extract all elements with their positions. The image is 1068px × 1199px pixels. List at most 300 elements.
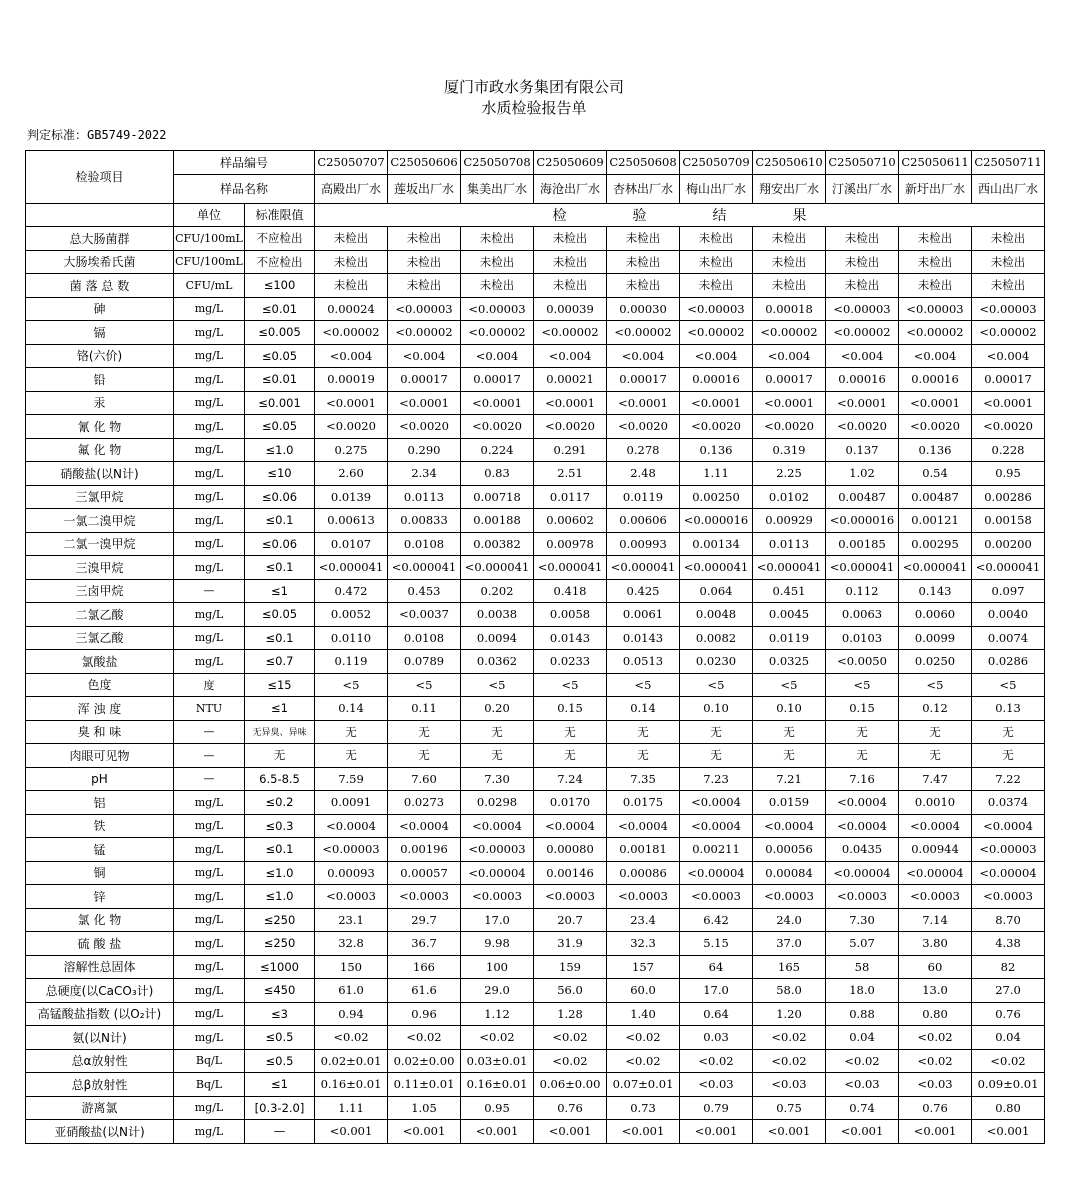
result-value: <0.0001 (607, 391, 680, 415)
standard-limit: [0.3-2.0] (245, 1096, 315, 1120)
table-row (26, 274, 1045, 298)
result-value: 56.0 (534, 979, 607, 1003)
result-value: 未检出 (972, 227, 1045, 251)
test-item: 二氯一溴甲烷 (26, 532, 174, 556)
sample-name: 汀溪出厂水 (826, 174, 899, 203)
unit-header: 单位 (174, 203, 245, 227)
result-value: <0.0020 (826, 415, 899, 439)
result-value: 29.0 (461, 979, 534, 1003)
unit: mg/L (174, 838, 245, 862)
result-value: 0.15 (826, 697, 899, 721)
result-value: <0.03 (680, 1073, 753, 1097)
result-value: <0.00003 (388, 297, 461, 321)
result-value: 0.0103 (826, 626, 899, 650)
table-row (26, 744, 1045, 768)
result-header (315, 203, 1045, 227)
result-value: 0.00024 (315, 297, 388, 321)
result-value: <0.000041 (534, 556, 607, 580)
result-value: 0.00944 (899, 838, 972, 862)
result-value: <0.000041 (461, 556, 534, 580)
result-value: <0.000016 (826, 509, 899, 533)
result-value: <0.001 (972, 1120, 1045, 1144)
result-value: 7.30 (461, 767, 534, 791)
test-item: 锰 (26, 838, 174, 862)
result-value: 0.0119 (753, 626, 826, 650)
result-value: <0.0004 (753, 814, 826, 838)
result-value: 未检出 (899, 250, 972, 274)
result-value: 无 (753, 744, 826, 768)
standard-limit: ≤0.5 (245, 1026, 315, 1050)
table-row (26, 908, 1045, 932)
result-value: 0.15 (534, 697, 607, 721)
result-value: 0.290 (388, 438, 461, 462)
result-value: 0.0102 (753, 485, 826, 509)
result-value: <5 (388, 673, 461, 697)
result-value: <0.0001 (680, 391, 753, 415)
unit: mg/L (174, 532, 245, 556)
standard-limit: ≤0.05 (245, 344, 315, 368)
result-value: <0.00002 (972, 321, 1045, 345)
result-value: <0.02 (534, 1026, 607, 1050)
table-row (26, 650, 1045, 674)
unit: mg/L (174, 297, 245, 321)
result-value: 0.00018 (753, 297, 826, 321)
sample-name: 高殿出厂水 (315, 174, 388, 203)
result-value: 4.38 (972, 932, 1045, 956)
result-value: <0.00002 (753, 321, 826, 345)
result-value: <0.02 (899, 1049, 972, 1073)
result-value: 0.74 (826, 1096, 899, 1120)
result-value: 0.80 (972, 1096, 1045, 1120)
result-value: 7.16 (826, 767, 899, 791)
result-value: <0.00003 (899, 297, 972, 321)
standard-limit: ≤0.1 (245, 509, 315, 533)
result-value: 0.0250 (899, 650, 972, 674)
test-item: 菌 落 总 数 (26, 274, 174, 298)
result-value: 0.00019 (315, 368, 388, 392)
result-value: 0.202 (461, 579, 534, 603)
unit: Bq/L (174, 1049, 245, 1073)
result-value: 0.04 (826, 1026, 899, 1050)
unit: mg/L (174, 814, 245, 838)
result-value: <0.0020 (388, 415, 461, 439)
table-row (26, 485, 1045, 509)
result-value: 0.00016 (680, 368, 753, 392)
result-value: 无 (461, 720, 534, 744)
table-row (26, 720, 1045, 744)
unit-header-row (26, 203, 1045, 227)
result-value: <0.03 (826, 1073, 899, 1097)
result-value: <0.00002 (388, 321, 461, 345)
result-value: 0.00080 (534, 838, 607, 862)
unit: mg/L (174, 415, 245, 439)
result-value: 0.10 (680, 697, 753, 721)
result-value: 0.0139 (315, 485, 388, 509)
unit: mg/L (174, 1120, 245, 1144)
result-value: <0.0050 (826, 650, 899, 674)
result-value: 1.40 (607, 1002, 680, 1026)
result-value: <0.0004 (315, 814, 388, 838)
table-row (26, 250, 1045, 274)
result-value: 165 (753, 955, 826, 979)
standard-limit: 无 (245, 744, 315, 768)
result-value: 0.95 (972, 462, 1045, 486)
result-value: 未检出 (899, 227, 972, 251)
sample-number-row (26, 151, 1045, 175)
unit: — (174, 579, 245, 603)
result-value: 无 (534, 720, 607, 744)
standard-limit: ≤0.05 (245, 603, 315, 627)
result-value: 0.20 (461, 697, 534, 721)
result-value: 64 (680, 955, 753, 979)
test-item: 汞 (26, 391, 174, 415)
result-value: 0.0045 (753, 603, 826, 627)
result-value: 6.42 (680, 908, 753, 932)
table-row (26, 626, 1045, 650)
result-value: 0.0789 (388, 650, 461, 674)
table-row (26, 532, 1045, 556)
result-value: 159 (534, 955, 607, 979)
result-value: 2.51 (534, 462, 607, 486)
result-value: 0.0435 (826, 838, 899, 862)
result-value: 未检出 (753, 274, 826, 298)
result-value: 0.14 (315, 697, 388, 721)
unit: mg/L (174, 485, 245, 509)
result-value: <0.00004 (680, 861, 753, 885)
result-value: 无 (972, 744, 1045, 768)
result-value: 0.00021 (534, 368, 607, 392)
result-value: 0.00606 (607, 509, 680, 533)
table-row (26, 297, 1045, 321)
unit: mg/L (174, 861, 245, 885)
test-item: 色度 (26, 673, 174, 697)
result-value: 0.73 (607, 1096, 680, 1120)
unit: mg/L (174, 391, 245, 415)
result-value: 29.7 (388, 908, 461, 932)
result-value: <0.0001 (315, 391, 388, 415)
result-value: 7.30 (826, 908, 899, 932)
result-value: 7.47 (899, 767, 972, 791)
result-value: <0.02 (899, 1026, 972, 1050)
standard-limit: ≤0.1 (245, 556, 315, 580)
table-row (26, 673, 1045, 697)
unit: mg/L (174, 791, 245, 815)
result-value: 0.425 (607, 579, 680, 603)
test-item: 铅 (26, 368, 174, 392)
result-value: 未检出 (753, 250, 826, 274)
result-value: 0.00017 (972, 368, 1045, 392)
result-value: <0.000041 (826, 556, 899, 580)
result-value: 0.88 (826, 1002, 899, 1026)
table-row (26, 932, 1045, 956)
result-value: <0.001 (461, 1120, 534, 1144)
table-row (26, 391, 1045, 415)
result-value: 0.76 (899, 1096, 972, 1120)
result-value: 0.0117 (534, 485, 607, 509)
result-value: <0.02 (607, 1049, 680, 1073)
result-value: 7.22 (972, 767, 1045, 791)
result-value: 18.0 (826, 979, 899, 1003)
result-header-char: 果 (792, 207, 807, 224)
result-value: <0.02 (680, 1049, 753, 1073)
result-value: 0.04 (972, 1026, 1045, 1050)
test-item: 游离氯 (26, 1096, 174, 1120)
result-value: 0.96 (388, 1002, 461, 1026)
result-value: 0.0048 (680, 603, 753, 627)
result-value: 27.0 (972, 979, 1045, 1003)
result-value: 0.0143 (607, 626, 680, 650)
result-value: 7.24 (534, 767, 607, 791)
standard-limit: ≤1 (245, 579, 315, 603)
table-row (26, 462, 1045, 486)
result-value: 0.00978 (534, 532, 607, 556)
result-value: 0.07±0.01 (607, 1073, 680, 1097)
result-value: 0.0108 (388, 532, 461, 556)
sample-number: C25050609 (534, 151, 607, 175)
result-value: 0.06±0.00 (534, 1073, 607, 1097)
result-value: <0.0004 (607, 814, 680, 838)
result-value: 0.09±0.01 (972, 1073, 1045, 1097)
test-item: 铝 (26, 791, 174, 815)
result-value: 24.0 (753, 908, 826, 932)
result-value: <0.02 (607, 1026, 680, 1050)
result-value: 0.0038 (461, 603, 534, 627)
standard-limit: ≤0.5 (245, 1049, 315, 1073)
sample-name-label: 样品名称 (174, 174, 315, 203)
result-value: <5 (899, 673, 972, 697)
unit: CFU/mL (174, 274, 245, 298)
test-item: 三卤甲烷 (26, 579, 174, 603)
result-value: <0.0004 (826, 814, 899, 838)
standard-limit: ≤250 (245, 932, 315, 956)
result-value: <5 (972, 673, 1045, 697)
result-header-char: 验 (632, 207, 647, 224)
result-value: <0.004 (826, 344, 899, 368)
unit: mg/L (174, 368, 245, 392)
result-value: <0.0003 (826, 885, 899, 909)
result-value: 1.28 (534, 1002, 607, 1026)
result-value: <0.001 (680, 1120, 753, 1144)
result-value: <0.0037 (388, 603, 461, 627)
result-value: 0.02±0.01 (315, 1049, 388, 1073)
result-value: 未检出 (388, 274, 461, 298)
result-value: 8.70 (972, 908, 1045, 932)
unit: — (174, 720, 245, 744)
result-value: 0.00016 (899, 368, 972, 392)
result-value: 0.00833 (388, 509, 461, 533)
result-value: 0.00185 (826, 532, 899, 556)
result-value: 未检出 (826, 274, 899, 298)
result-header-char: 检 (552, 207, 567, 224)
sample-number: C25050710 (826, 151, 899, 175)
test-item: 氨(以N计) (26, 1026, 174, 1050)
result-value: 无 (607, 720, 680, 744)
test-item: 总大肠菌群 (26, 227, 174, 251)
water-quality-table (25, 150, 1045, 1144)
standard-limit: 不应检出 (245, 250, 315, 274)
standard-limit: ≤0.2 (245, 791, 315, 815)
test-item: 锌 (26, 885, 174, 909)
result-value: <0.03 (899, 1073, 972, 1097)
result-value: 0.00017 (461, 368, 534, 392)
test-item: 臭 和 味 (26, 720, 174, 744)
result-value: <0.000016 (680, 509, 753, 533)
result-value: 7.21 (753, 767, 826, 791)
result-value: 未检出 (826, 250, 899, 274)
sample-number: C25050707 (315, 151, 388, 175)
standard-limit: ≤1000 (245, 955, 315, 979)
result-value: <0.004 (534, 344, 607, 368)
result-value: 7.59 (315, 767, 388, 791)
result-value: <5 (461, 673, 534, 697)
result-value: <0.02 (315, 1026, 388, 1050)
result-value: 3.80 (899, 932, 972, 956)
table-row (26, 415, 1045, 439)
result-value: 0.00017 (753, 368, 826, 392)
result-value: <0.00002 (534, 321, 607, 345)
result-value: 未检出 (680, 227, 753, 251)
result-value: 0.119 (315, 650, 388, 674)
unit: 度 (174, 673, 245, 697)
sample-number: C25050711 (972, 151, 1045, 175)
result-value: 0.00084 (753, 861, 826, 885)
item-header: 检验项目 (26, 151, 174, 204)
unit: mg/L (174, 908, 245, 932)
result-value: 0.00211 (680, 838, 753, 862)
test-item: 硫 酸 盐 (26, 932, 174, 956)
result-value: <0.00002 (826, 321, 899, 345)
table-row (26, 1073, 1045, 1097)
result-value: 0.0010 (899, 791, 972, 815)
result-value: <0.001 (315, 1120, 388, 1144)
unit: mg/L (174, 626, 245, 650)
table-row (26, 955, 1045, 979)
result-value: 无 (388, 744, 461, 768)
result-value: 无 (680, 720, 753, 744)
sample-number: C25050606 (388, 151, 461, 175)
unit: mg/L (174, 650, 245, 674)
result-value: 0.291 (534, 438, 607, 462)
result-value: 31.9 (534, 932, 607, 956)
result-value: 0.0113 (388, 485, 461, 509)
result-value: <0.0001 (388, 391, 461, 415)
result-value: 1.11 (680, 462, 753, 486)
result-value: 0.143 (899, 579, 972, 603)
standard-limit: ≤100 (245, 274, 315, 298)
table-row (26, 227, 1045, 251)
table-row (26, 979, 1045, 1003)
result-value: 1.05 (388, 1096, 461, 1120)
result-value: 0.097 (972, 579, 1045, 603)
result-value: <0.0004 (972, 814, 1045, 838)
result-value: 未检出 (680, 274, 753, 298)
result-value: 无 (972, 720, 1045, 744)
result-value: 0.136 (899, 438, 972, 462)
standard-limit: 6.5-8.5 (245, 767, 315, 791)
result-value: 0.00382 (461, 532, 534, 556)
result-value: 无 (461, 744, 534, 768)
result-value: 未检出 (534, 227, 607, 251)
result-value: 0.451 (753, 579, 826, 603)
result-value: 0.00017 (607, 368, 680, 392)
result-header-char: 结 (712, 207, 727, 224)
result-value: 0.00487 (899, 485, 972, 509)
test-item: 浑 浊 度 (26, 697, 174, 721)
table-row (26, 838, 1045, 862)
sample-number: C25050708 (461, 151, 534, 175)
result-value: <0.00003 (315, 838, 388, 862)
result-value: <0.0020 (607, 415, 680, 439)
result-value: 未检出 (315, 227, 388, 251)
result-value: 0.0099 (899, 626, 972, 650)
result-value: <0.00003 (461, 297, 534, 321)
result-value: <0.0003 (461, 885, 534, 909)
result-value: <0.004 (972, 344, 1045, 368)
result-value: <0.00002 (461, 321, 534, 345)
result-value: <0.02 (461, 1026, 534, 1050)
result-value: 7.23 (680, 767, 753, 791)
standard-limit: ≤0.3 (245, 814, 315, 838)
result-value: 0.0230 (680, 650, 753, 674)
standard-limit: ≤1 (245, 697, 315, 721)
result-value: 61.0 (315, 979, 388, 1003)
test-item: 氟 化 物 (26, 438, 174, 462)
result-value: 未检出 (388, 227, 461, 251)
table-row (26, 579, 1045, 603)
result-value: 0.76 (972, 1002, 1045, 1026)
result-value: <0.0003 (753, 885, 826, 909)
result-value: 未检出 (607, 274, 680, 298)
result-value: <0.00004 (972, 861, 1045, 885)
result-value: <0.0003 (972, 885, 1045, 909)
result-value: 0.00056 (753, 838, 826, 862)
table-row (26, 1026, 1045, 1050)
sample-name: 梅山出厂水 (680, 174, 753, 203)
result-value: 23.1 (315, 908, 388, 932)
item-header-spacer (26, 203, 174, 227)
test-item: pH (26, 767, 174, 791)
result-value: <0.000041 (680, 556, 753, 580)
result-value: <0.0020 (534, 415, 607, 439)
result-value: 0.00121 (899, 509, 972, 533)
standard-limit: ≤3 (245, 1002, 315, 1026)
result-value: 0.12 (899, 697, 972, 721)
result-value: 0.064 (680, 579, 753, 603)
result-value: 无 (826, 720, 899, 744)
result-value: <0.00004 (461, 861, 534, 885)
result-value: 37.0 (753, 932, 826, 956)
unit: mg/L (174, 462, 245, 486)
result-value: 157 (607, 955, 680, 979)
result-value: 0.0058 (534, 603, 607, 627)
result-value: <0.001 (899, 1120, 972, 1144)
result-value: <0.004 (315, 344, 388, 368)
result-value: <0.0004 (680, 791, 753, 815)
test-item: 溶解性总固体 (26, 955, 174, 979)
result-value: 0.137 (826, 438, 899, 462)
result-value: 0.95 (461, 1096, 534, 1120)
result-value: 32.8 (315, 932, 388, 956)
table-row (26, 556, 1045, 580)
result-value: <0.0001 (753, 391, 826, 415)
standard-limit: ≤0.001 (245, 391, 315, 415)
sample-name: 莲坂出厂水 (388, 174, 461, 203)
result-value: <0.02 (753, 1049, 826, 1073)
sample-name: 西山出厂水 (972, 174, 1045, 203)
result-value: <5 (607, 673, 680, 697)
result-value: 60.0 (607, 979, 680, 1003)
result-value: <0.00002 (607, 321, 680, 345)
